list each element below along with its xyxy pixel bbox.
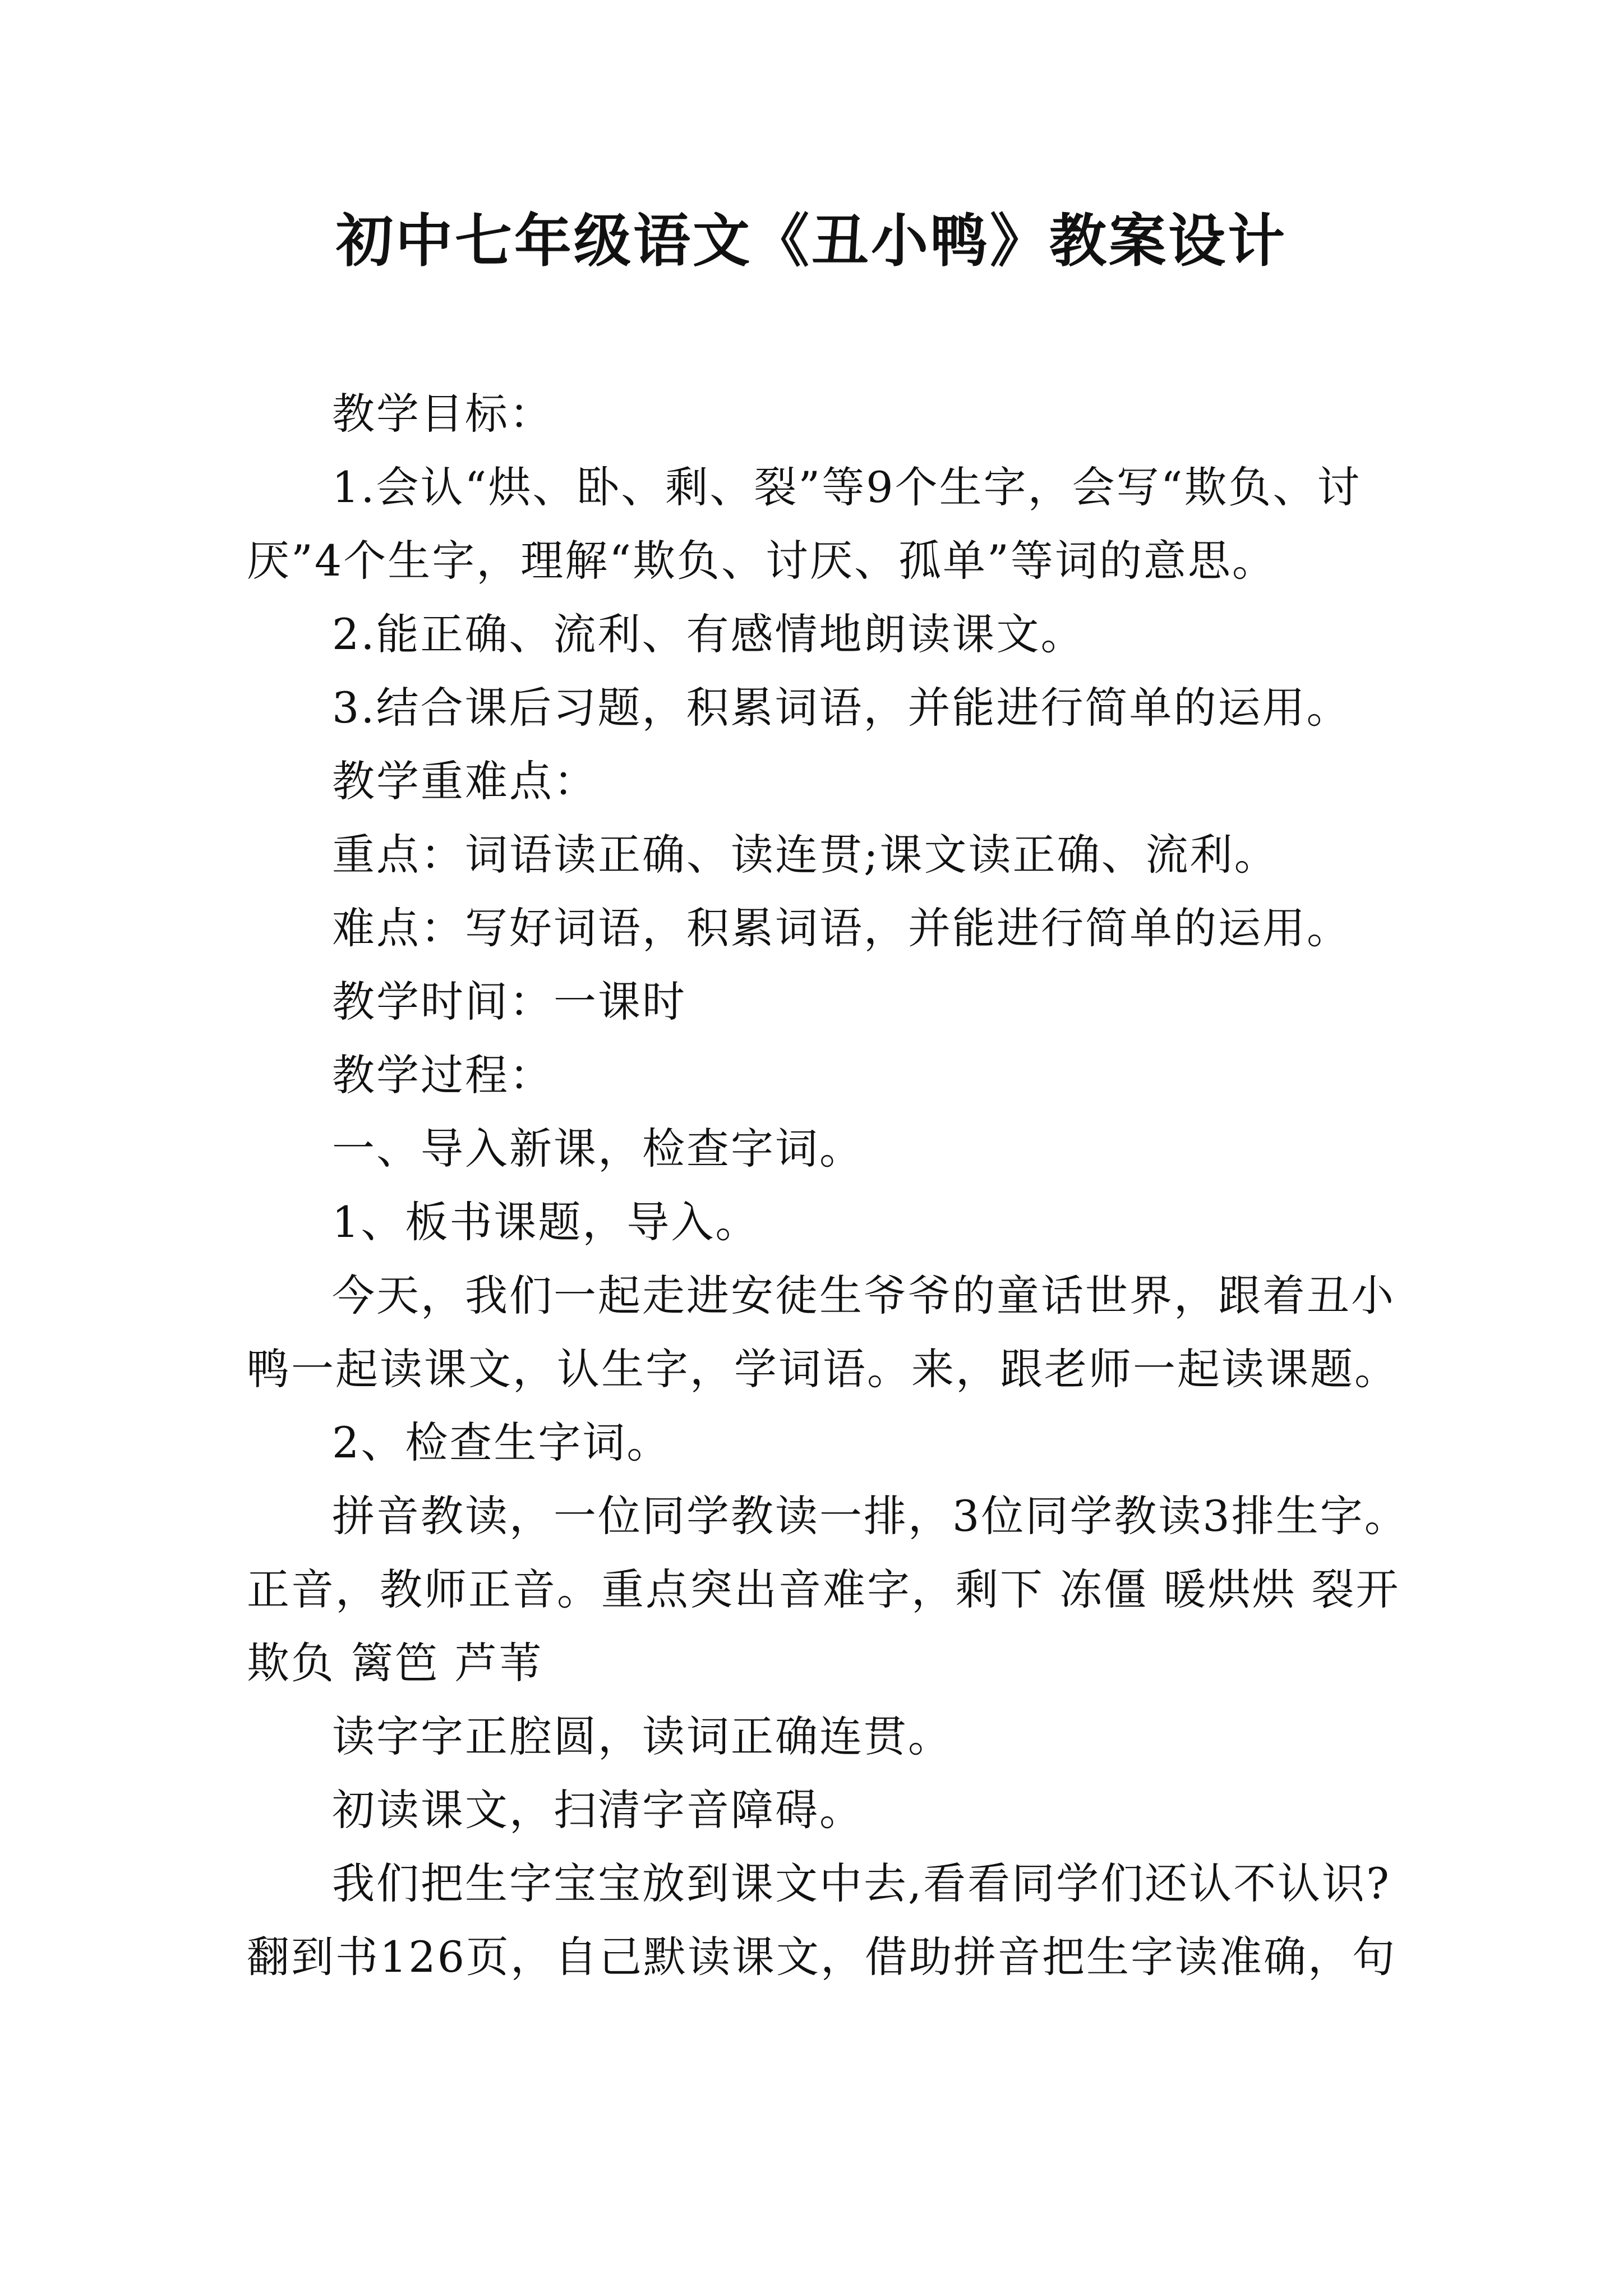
paragraph: 难点：写好词语，积累词语，并能进行简单的运用。 xyxy=(332,903,1351,953)
paragraph: 2、检查生字词。 xyxy=(332,1418,671,1467)
paragraph: 教学过程： xyxy=(332,1050,554,1100)
paragraph: 一、导入新课，检查字词。 xyxy=(332,1124,864,1174)
paragraph: 3.结合课后习题，积累词语，并能进行简单的运用。 xyxy=(332,683,1351,733)
paragraph: 2.能正确、流利、有感情地朗读课文。 xyxy=(332,609,1085,659)
paragraph: 今天，我们一起走进安徒生爷爷的童话世界，跟着丑小鸭一起读课文，认生字，学词语。来，跟老师一起读课题。 xyxy=(247,1271,1399,1394)
document-body xyxy=(247,377,1430,1994)
paragraph: 教学重难点： xyxy=(332,756,598,806)
paragraph: 我们把生字宝宝放到课文中去,看看同学们还认不认识?翻到书126页，自己默读课文，借助拼音把生字读准确，句 xyxy=(247,1858,1397,1982)
paragraph: 教学目标： xyxy=(332,389,554,439)
paragraph: 拼音教读，一位同学教读一排，3位同学教读3排生字。正音，教师正音。重点突出音难字，剩下 冻僵 暖烘烘 裂开 欺负 篱笆 芦苇 xyxy=(247,1491,1409,1688)
paragraph: 1.会认“烘、卧、剩、裂”等9个生字，会写“欺负、讨厌”4个生字，理解“欺负、讨厌、孤单”等词的意思。 xyxy=(247,462,1362,586)
paragraph: 重点：词语读正确、读连贯;课文读正确、流利。 xyxy=(332,830,1279,880)
paragraph: 教学时间：一课时 xyxy=(332,977,686,1027)
document-title: 初中七年级语文《丑小鸭》教案设计 xyxy=(336,208,1287,275)
paragraph: 读字字正腔圆，读词正确连贯。 xyxy=(332,1711,952,1761)
paragraph: 初读课文，扫清字音障碍。 xyxy=(332,1785,864,1835)
paragraph: 1、板书课题，导入。 xyxy=(332,1197,760,1247)
